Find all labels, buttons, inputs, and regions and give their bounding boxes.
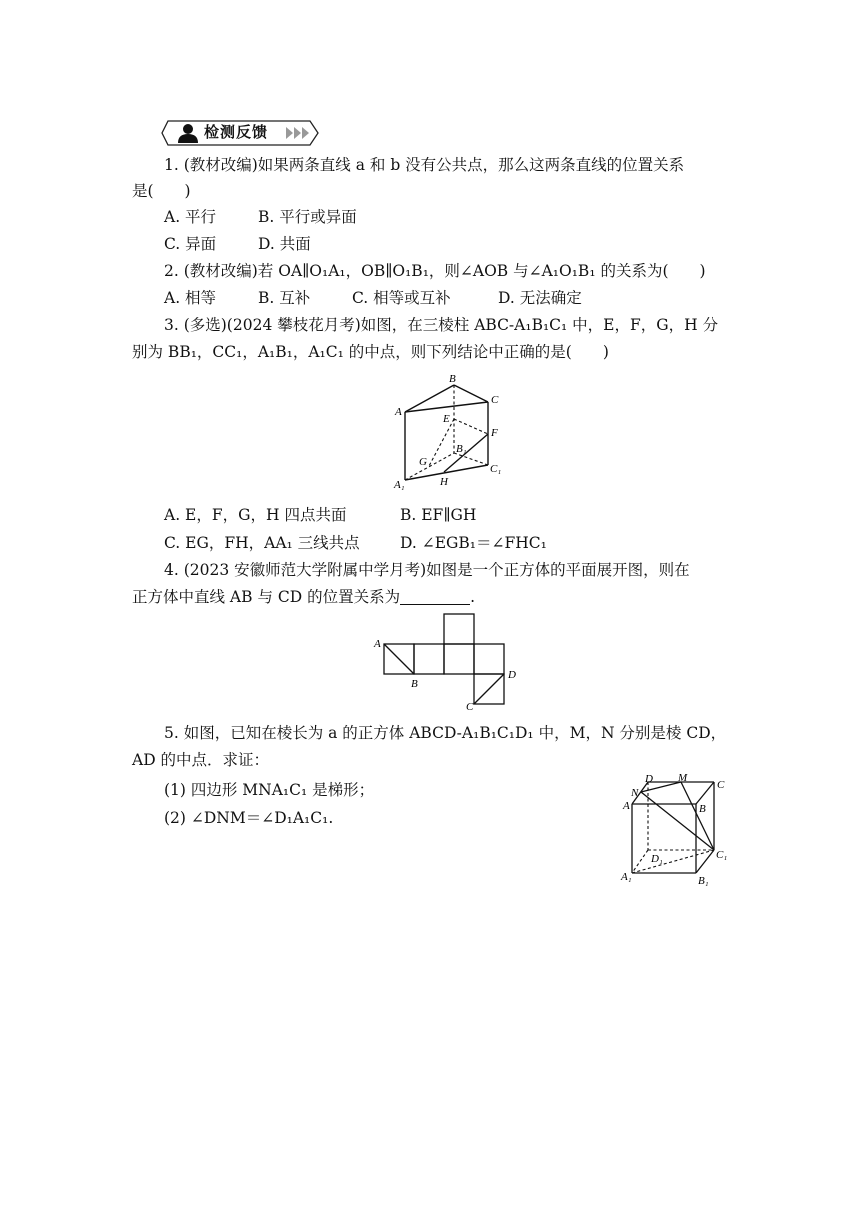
section-title: 检测反馈 xyxy=(204,123,269,141)
q1-stem-line2: 是( ) xyxy=(132,182,191,200)
label-C1: C₁ xyxy=(716,849,728,861)
label-B1: B₁ xyxy=(698,875,709,887)
label-C1: C₁ xyxy=(490,463,502,475)
q3-option-b: B. EF∥GH xyxy=(400,506,477,524)
label-C: C xyxy=(491,394,499,406)
label-N: N xyxy=(631,787,639,799)
label-A1: A₁ xyxy=(621,871,632,883)
cube-figure xyxy=(620,772,740,890)
q3-stem-line1: 3. (多选)(2024 攀枝花月考)如图，在三棱柱 ABC-A₁B₁C₁ 中，E，F，G，H 分 xyxy=(164,316,719,334)
label-C: C xyxy=(466,701,474,712)
q1-option-b: B. 平行或异面 xyxy=(258,208,357,226)
label-C: C xyxy=(717,779,725,791)
cube-net-figure xyxy=(370,612,520,712)
q1-option-d: D. 共面 xyxy=(258,235,311,253)
q2-option-c: C. 相等或互补 xyxy=(352,289,451,307)
q4-stem-line1: 4. (2023 安徽师范大学附属中学月考)如图是一个正方体的平面展开图，则在 xyxy=(164,561,690,579)
label-D1: D₁ xyxy=(651,853,663,865)
q5-part-2: (2) ∠DNM＝∠D₁A₁C₁. xyxy=(164,809,334,827)
q2-option-b: B. 互补 xyxy=(258,289,311,307)
label-G: G xyxy=(419,456,427,468)
q5-stem-line1: 5. 如图，已知在棱长为 a 的正方体 ABCD-A₁B₁C₁D₁ 中，M，N 分别是棱 CD， xyxy=(164,724,727,742)
q5-stem-line2: AD 的中点．求证： xyxy=(132,751,270,769)
q2-option-d: D. 无法确定 xyxy=(498,289,582,307)
q3-option-c: C. EG，FH，AA₁ 三线共点 xyxy=(164,534,360,552)
label-B: B xyxy=(699,803,706,815)
q1-option-c: C. 异面 xyxy=(164,235,217,253)
label-B1: B₁ xyxy=(456,443,467,455)
q1-stem-line1: 1. (教材改编)如果两条直线 a 和 b 没有公共点，那么这两条直线的位置关系 xyxy=(164,156,685,174)
label-E: E xyxy=(443,413,450,425)
q4-stem-text: 正方体中直线 AB 与 CD 的位置关系为 xyxy=(132,588,401,606)
q5-part-1: (1) 四边形 MNA₁C₁ 是梯形； xyxy=(164,781,375,799)
label-F: F xyxy=(491,427,498,439)
label-M: M xyxy=(678,772,688,784)
q4-stem-line2 xyxy=(132,586,732,608)
label-D: D xyxy=(645,773,653,785)
label-B: B xyxy=(411,678,418,690)
label-H: H xyxy=(440,476,448,488)
label-A1: A₁ xyxy=(394,479,405,491)
q1-option-a: A. 平行 xyxy=(164,208,217,226)
label-B: B xyxy=(449,373,456,385)
label-A: A xyxy=(395,406,402,418)
q3-option-a: A. E，F，G，H 四点共面 xyxy=(164,506,347,524)
q4-stem-end: . xyxy=(470,588,476,606)
label-A: A xyxy=(374,638,381,650)
q3-option-d: D. ∠EGB₁＝∠FHC₁ xyxy=(400,534,547,552)
q2-option-a: A. 相等 xyxy=(164,289,217,307)
q3-stem-line2: 别为 BB₁，CC₁，A₁B₁，A₁C₁ 的中点，则下列结论中正确的是( ) xyxy=(132,343,609,361)
label-D: D xyxy=(508,669,516,681)
q4-answer-blank xyxy=(400,588,470,605)
q2-stem: 2. (教材改编)若 OA∥O₁A₁，OB∥O₁B₁，则∠AOB 与∠A₁O₁B₁ 的关系为( ) xyxy=(164,262,706,280)
triangular-prism-figure xyxy=(388,370,512,492)
label-A: A xyxy=(623,800,630,812)
